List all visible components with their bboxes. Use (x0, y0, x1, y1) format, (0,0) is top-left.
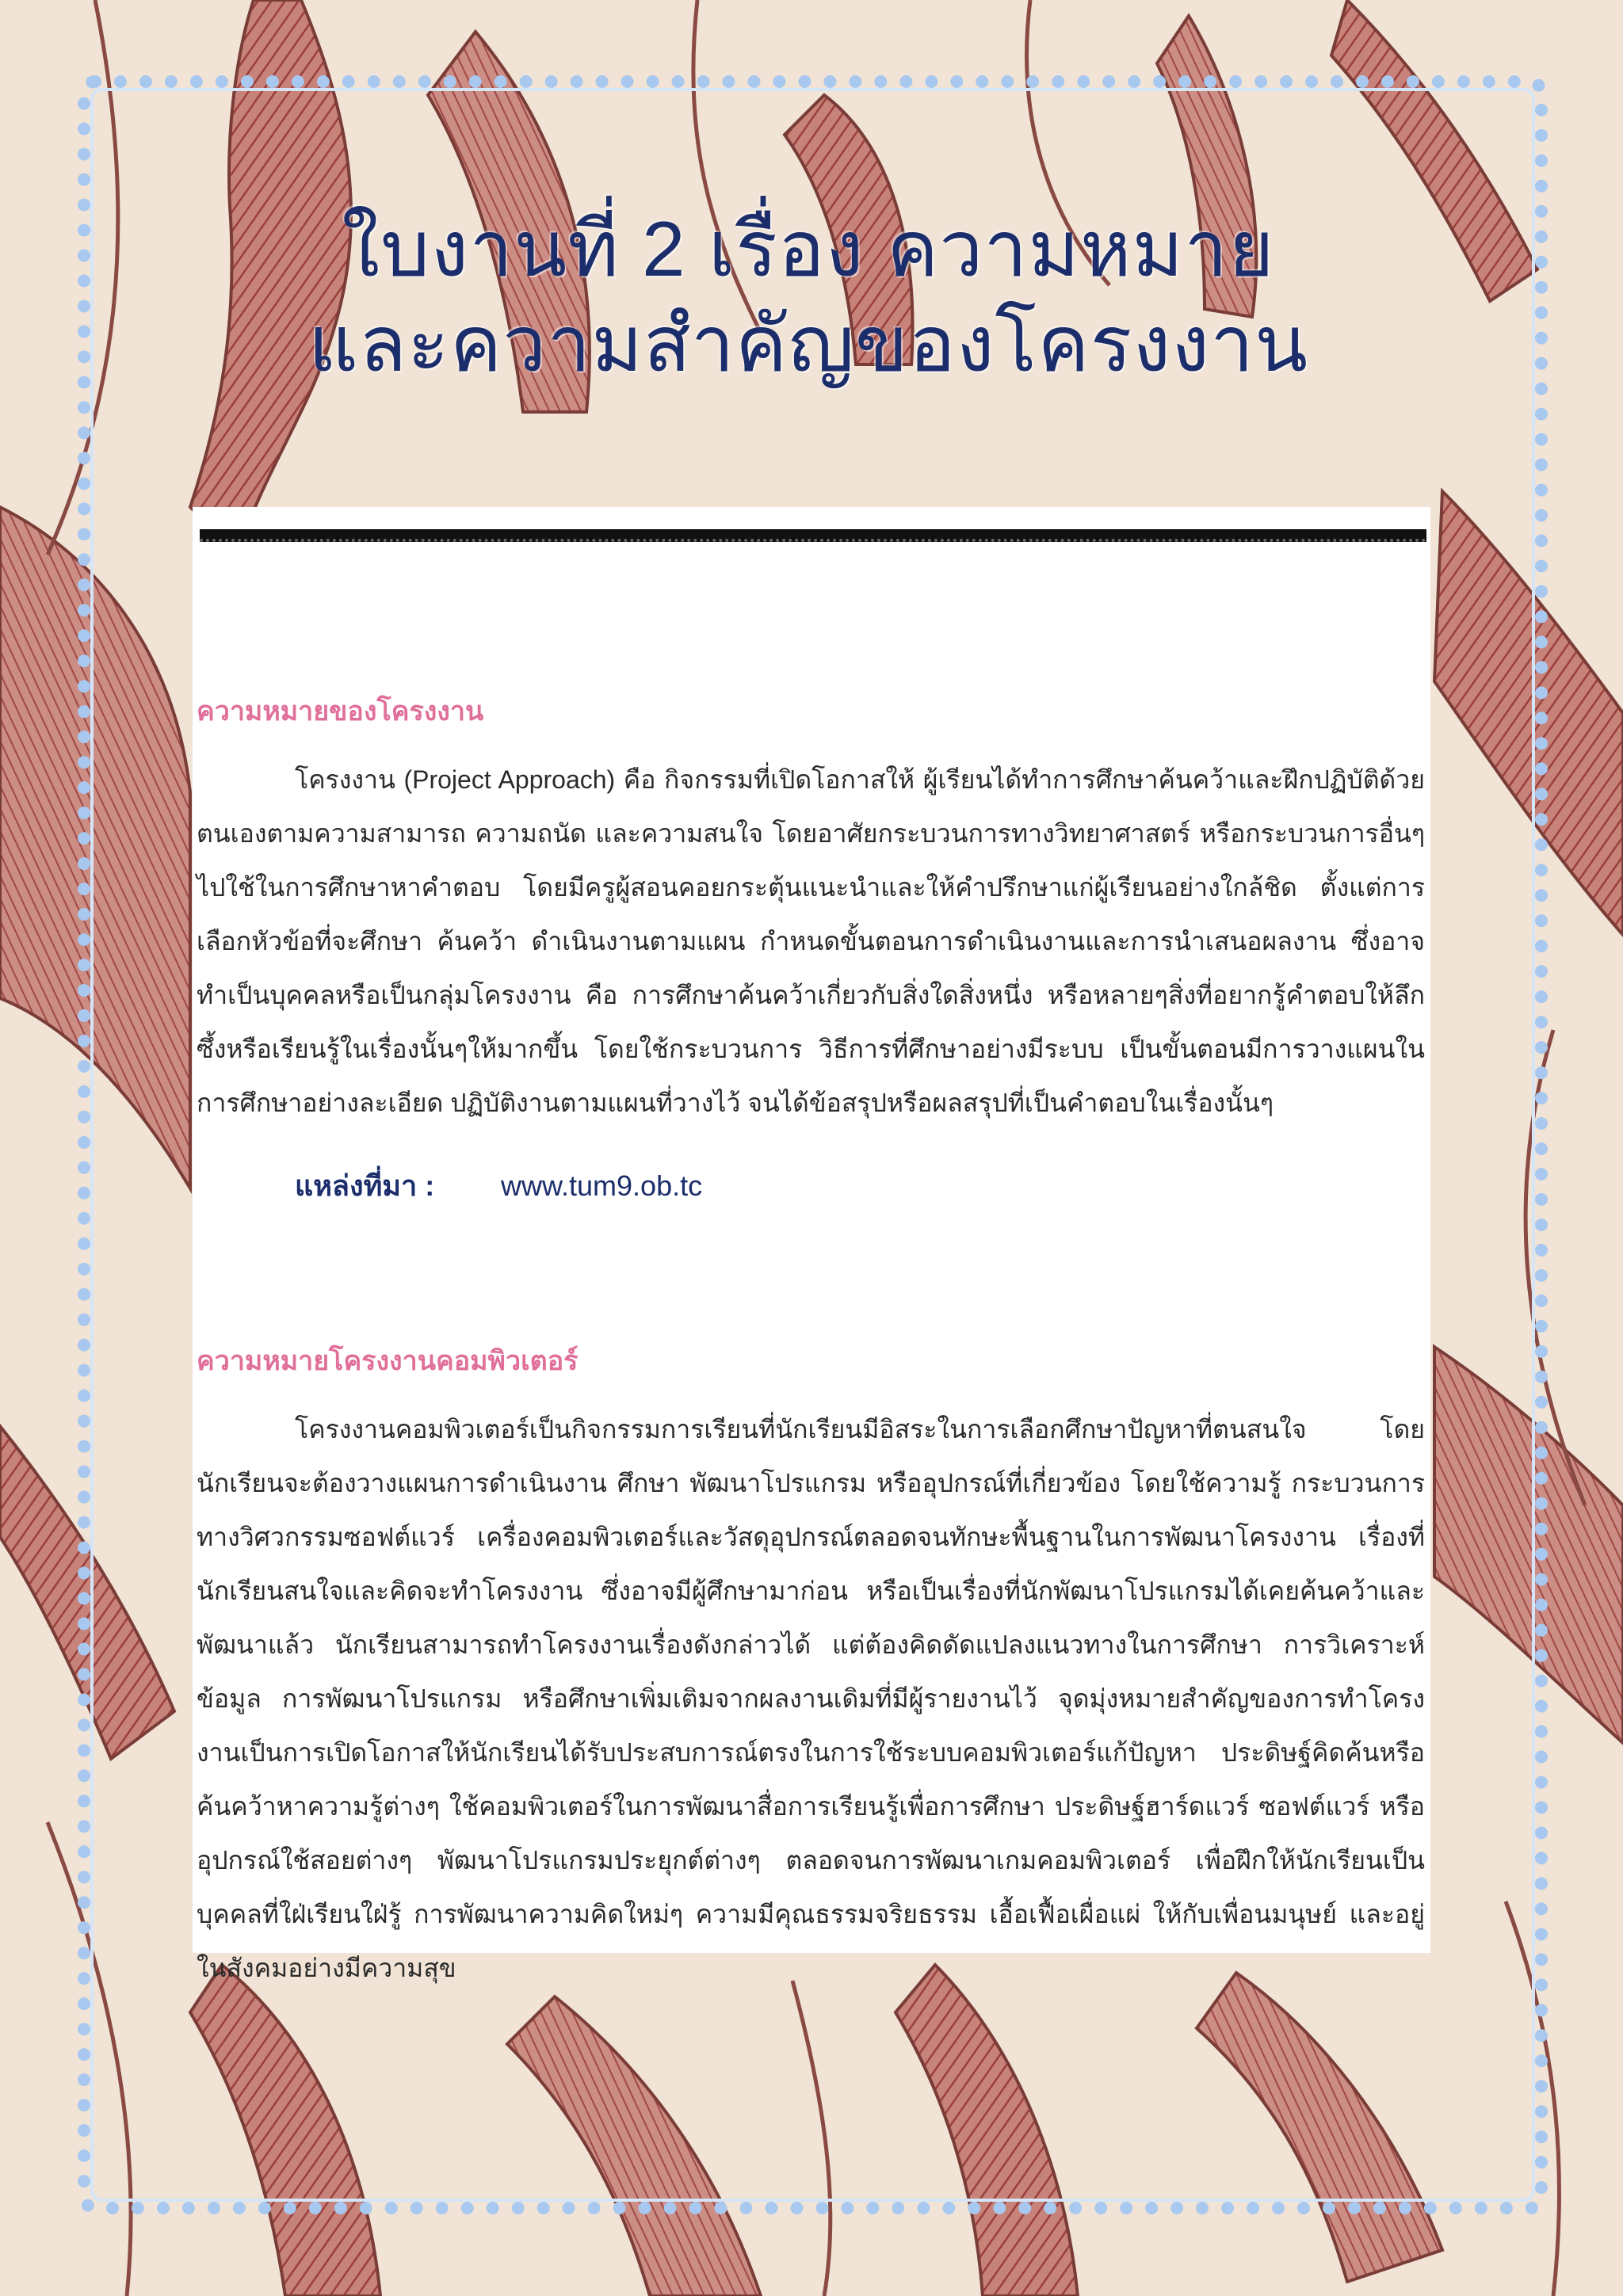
source-citation (197, 1163, 1425, 1211)
title-line-2: และความสำคัญของโครงงาน (307, 299, 1309, 387)
document-body (197, 689, 1425, 1995)
worksheet-title (127, 202, 1490, 391)
section1-heading: ความหมายของโครงงาน (197, 696, 484, 727)
section2-heading: ความหมายโครงงานคอมพิวเตอร์ (197, 1346, 579, 1376)
source-label: แหล่งที่มา : (295, 1169, 435, 1202)
section1-paragraph: โครงงาน (Project Approach) คือ กิจกรรมที่เปิดโอกาสให้ ผู้เรียนได้ทำการศึกษาค้นคว้าและฝึกปฏิบัติด้วยตนเองตามความสามารถ ความถนัด และความสนใจ โดยอาศัยกระบวนการทางวิทยาศาสตร์ หรือกระบวนการอื่นๆ ไปใช้ในการศึกษาหาคำตอบ โดยมีครูผู้สอนคอยกระตุ้นแนะนำและให้คำปรึกษาแก่ผู้เรียนอย่างใกล้ชิด ตั้งแต่การเลือกหัวข้อที่จะศึกษา ค้นคว้า ดำเนินงานตามแผน กำหนดขั้นตอนการดำเนินงานและการนำเสนอผลงาน ซึ่งอาจทำเป็นบุคคลหรือเป็นกลุ่มโครงงาน คือ การศึกษาค้นคว้าเกี่ยวกับสิ่งใดสิ่งหนึ่ง หรือหลายๆสิ่งที่อยากรู้คำตอบให้ลึกซึ้งหรือเรียนรู้ในเรื่องนั้นๆให้มากขึ้น โดยใช้กระบวนการ วิธีการที่ศึกษาอย่างมีระบบ เป็นขั้นตอนมีการวางแผนในการศึกษาอย่างละเอียด ปฏิบัติงานตามแผนที่วางไว้ จนได้ข้อสรุปหรือผลสรุปที่เป็นคำตอบในเรื่องนั้นๆ (197, 765, 1425, 1117)
section2-paragraph: โครงงานคอมพิวเตอร์เป็นกิจกรรมการเรียนที่นักเรียนมีอิสระในการเลือกศึกษาปัญหาที่ตนสนใจ โดยนักเรียนจะต้องวางแผนการดำเนินงาน ศึกษา พัฒนาโปรแกรม หรืออุปกรณ์ที่เกี่ยวข้อง โดยใช้ความรู้ กระบวนการทางวิศวกรรมซอฟต์แวร์ เครื่องคอมพิวเตอร์และวัสดุอุปกรณ์ตลอดจนทักษะพื้นฐานในการพัฒนาโครงงาน เรื่องที่นักเรียนสนใจและคิดจะทำโครงงาน ซึ่งอาจมีผู้ศึกษามาก่อน หรือเป็นเรื่องที่นักพัฒนาโปรแกรมได้เคยค้นคว้าและพัฒนาแล้ว นักเรียนสามารถทำโครงงานเรื่องดังกล่าวได้ แต่ต้องคิดดัดแปลงแนวทางในการศึกษา การวิเคราะห์ข้อมูล การพัฒนาโปรแกรม หรือศึกษาเพิ่มเติมจากผลงานเดิมที่มีผู้รายงานไว้ จุดมุ่งหมายสำคัญของการทำโครงงานเป็นการเปิดโอกาสให้นักเรียนได้รับประสบการณ์ตรงในการใช้ระบบคอมพิวเตอร์แก้ปัญหา ประดิษฐ์คิดค้นหรือค้นคว้าหาความรู้ต่างๆ ใช้คอมพิวเตอร์ในการพัฒนาสื่อการเรียนรู้เพื่อการศึกษา ประดิษฐ์ฮาร์ดแวร์ ซอฟต์แวร์ หรืออุปกรณ์ใช้สอยต่างๆ พัฒนาโปรแกรมประยุกต์ต่างๆ ตลอดจนการพัฒนาเกมคอมพิวเตอร์ เพื่อฝึกให้นักเรียนเป็นบุคคลที่ใฝ่เรียนใฝ่รู้ การพัฒนาความคิดใหม่ๆ ความมีคุณธรรมจริยธรรม เอื้อเฟื้อเผื่อแผ่ ให้กับเพื่อนมนุษย์ และอยู่ในสังคมอย่างมีความสุข (197, 1415, 1425, 1982)
title-line-1: ใบงานที่ 2 เรื่อง ความหมาย (342, 205, 1275, 292)
source-url: www.tum9.ob.tc (501, 1169, 703, 1202)
title-divider (200, 529, 1426, 542)
